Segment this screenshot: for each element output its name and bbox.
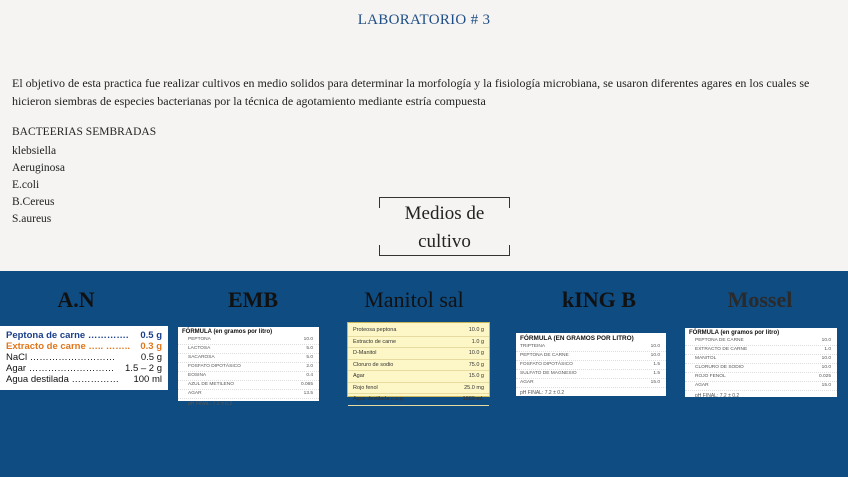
manitol-row: Proteosa peptona 10.0 g bbox=[348, 325, 489, 337]
bacteria-item: klebsiella bbox=[12, 145, 57, 157]
mossel-card-foot: pH FINAL: 7.2 ± 0.2 bbox=[695, 393, 740, 399]
column-title-manitol: Manitol sal bbox=[364, 287, 464, 312]
mossel-card-heading: FÓRMULA (en gramos por litro) bbox=[689, 330, 780, 336]
medios-de-cultivo-box: Medios de cultivo bbox=[379, 197, 510, 256]
column-title-emb: EMB bbox=[227, 287, 279, 312]
intro-paragraph: El objetivo de esta practica fue realizar cultivos en medio solidos para determinar la morfología y la fisiología microbiana, se usaron diferentes agares en los cuales se hicieron siembras de especies bacterianas por la técnica de agotamiento mediante estría compuesta bbox=[12, 76, 810, 108]
mossel-row: MANITOL 10.0 bbox=[685, 355, 837, 364]
emb-formula-card bbox=[178, 327, 319, 407]
king-b-row: TRIPTEINA 10.0 bbox=[516, 343, 666, 352]
bacteria-item: S.aureus bbox=[12, 213, 52, 225]
mossel-row: PEPTONA DE CARNE 10.0 bbox=[685, 337, 837, 346]
king-b-row: SULFATO DE MAGNESIO 1.5 bbox=[516, 370, 666, 379]
manitol-row: Cloruro de sodio 75.0 g bbox=[348, 360, 489, 372]
emb-card-foot: pH FINAL: 7.2 ± 0.2 bbox=[188, 401, 233, 407]
column-title-an: A.N bbox=[57, 287, 95, 312]
mossel-row: AGAR 15.0 bbox=[685, 382, 837, 391]
emb-row: LACTOSA 5.0 bbox=[178, 345, 319, 354]
an-row: Agar ……………………… 1.5 – 2 g bbox=[6, 363, 162, 374]
king-b-row: FOSFATO DIPOTÁSICO 1.5 bbox=[516, 361, 666, 370]
mossel-row: ROJO FENOL 0.025 bbox=[685, 373, 837, 382]
an-row: NaCl ……………………… 0.5 g bbox=[6, 352, 162, 363]
an-row: Extracto de carne ….. …….. 0.3 g bbox=[6, 341, 162, 352]
manitol-row: D-Manitol 10.0 g bbox=[348, 348, 489, 360]
bacteria-item: E.coli bbox=[12, 179, 40, 191]
emb-row: FOSFATO DIPOTÁSICO 2.0 bbox=[178, 363, 319, 372]
mossel-row: CLORURO DE SODIO 10.0 bbox=[685, 364, 837, 373]
bacteria-item: Aeruginosa bbox=[12, 162, 66, 174]
mossel-row: EXTRACTO DE CARNE 1.0 bbox=[685, 346, 837, 355]
column-title-mossel: Mossel bbox=[727, 287, 793, 312]
an-formula-card bbox=[0, 326, 168, 390]
bacteria-heading: BACTEERIAS SEMBRADAS bbox=[12, 126, 157, 138]
king-b-card-foot: pH FINAL: 7.2 ± 0.2 bbox=[520, 390, 565, 396]
king-b-row: AGAR 15.0 bbox=[516, 379, 666, 388]
an-row: Peptona de carne …………. 0.5 g bbox=[6, 330, 162, 341]
king-b-row: PEPTONA DE CARNE 10.0 bbox=[516, 352, 666, 361]
manitol-row: Rojo fenol 25.0 mg bbox=[348, 383, 489, 395]
emb-row: EOSINA 0.4 bbox=[178, 372, 319, 381]
manitol-row: Extracto de carne 1.0 g bbox=[348, 337, 489, 349]
bacteria-list bbox=[12, 143, 65, 228]
column-title-king-b: kING B bbox=[562, 287, 636, 312]
bacteria-item: B.Cereus bbox=[12, 196, 55, 208]
manitol-formula-card bbox=[347, 322, 490, 402]
emb-card-heading: FÓRMULA (en gramos por litro) bbox=[182, 329, 273, 335]
king-b-formula-card bbox=[516, 333, 666, 396]
manitol-row: Agua destilada c.s.p. 1000 mL bbox=[348, 394, 489, 406]
manitol-row: Agar 15.0 g bbox=[348, 371, 489, 383]
emb-row: SACAROSA 5.0 bbox=[178, 354, 319, 363]
mossel-formula-card bbox=[685, 328, 837, 397]
an-row: Agua destilada …………… 100 ml bbox=[6, 374, 162, 385]
page-title: LABORATORIO # 3 bbox=[357, 12, 491, 28]
emb-row: AZUL DE METILENO 0.065 bbox=[178, 381, 319, 390]
king-b-card-heading: FÓRMULA (EN GRAMOS POR LITRO) bbox=[520, 335, 634, 342]
emb-row: AGAR 13.5 bbox=[178, 390, 319, 399]
emb-row: PEPTONA 10.0 bbox=[178, 336, 319, 345]
